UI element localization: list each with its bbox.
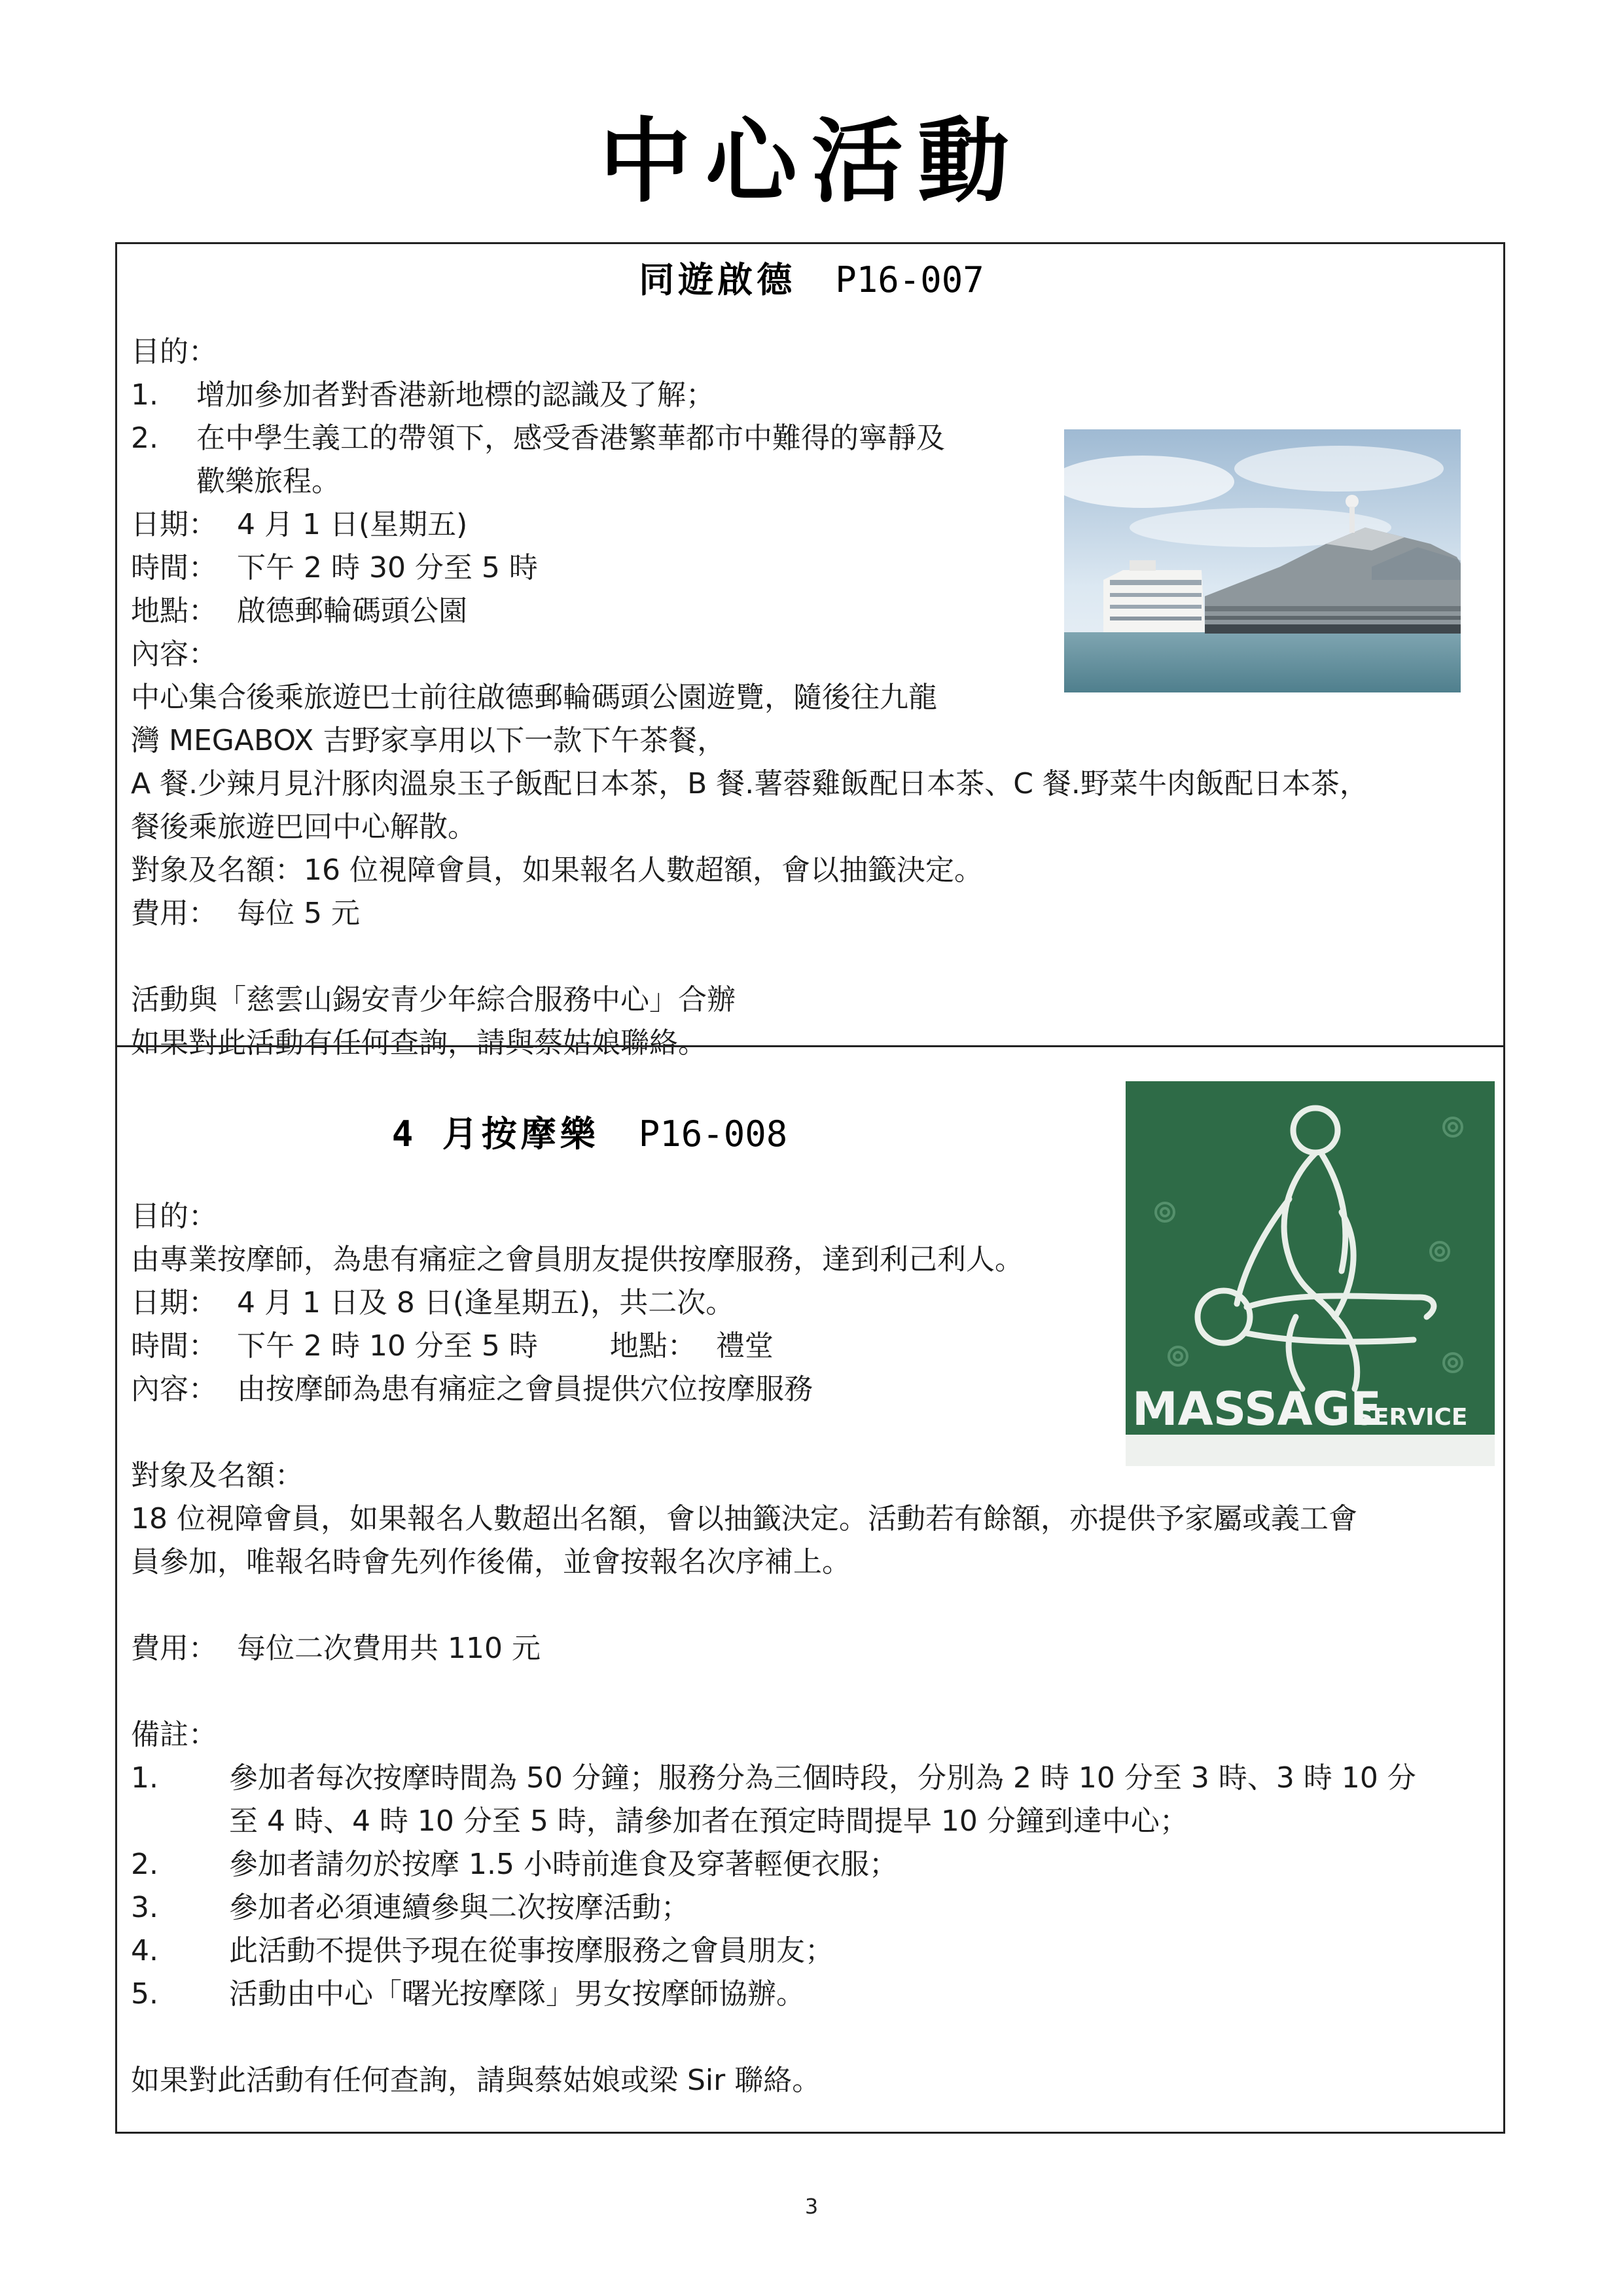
note-4-text: 此活動不提供予現在從事按摩服務之會員朋友； <box>229 1934 834 1967</box>
activity-2-purpose-label: 目的： <box>131 1200 217 1233</box>
massage-image-text: MASSAGE <box>1132 1382 1382 1436</box>
purpose-2-text: 在中學生義工的帶領下，感受香港繁華都市中難得的寧靜及 <box>196 422 945 455</box>
activity-1-date-row <box>131 503 467 547</box>
fee-label: 費用： <box>131 897 217 930</box>
service-image-text: SERVICE <box>1356 1404 1468 1431</box>
activity-2-heading <box>115 1106 1064 1157</box>
activity-1-cohost: 活動與「慈雲山錫安青少年綜合服務中心」合辦 <box>131 983 736 1016</box>
activity-2-content-row <box>131 1368 813 1411</box>
venue-label: 地點： <box>131 594 217 628</box>
fee-label: 費用： <box>131 1632 217 1665</box>
activity-2-target-label: 對象及名額： <box>131 1459 304 1492</box>
activity-2-code: P16-008 <box>638 1113 788 1155</box>
note-4-number: 4. <box>131 1934 158 1967</box>
note-1-continued: 至 4 時、4 時 10 分至 5 時，請參加者在預定時間提早 10 分鐘到達中心； <box>229 1804 1188 1838</box>
date-value: 4 月 1 日(星期五) <box>237 508 468 541</box>
purpose-1-number: 1. <box>131 378 158 412</box>
content-value: 由按摩師為患有痛症之會員提供穴位按摩服務 <box>237 1372 813 1406</box>
content-line-3: A 餐.少辣月見汁豚肉溫泉玉子飯配日本茶，B 餐.薯蓉雞飯配日本茶、C 餐.野菜牛肉飯配日本茶， <box>131 767 1368 800</box>
activity-2-enquiry: 如果對此活動有任何查詢，請與蔡姑娘或梁 Sir 聯絡。 <box>131 2064 821 2097</box>
target-line-1: 18 位視障會員，如果報名人數超出名額，會以抽籤決定。活動若有餘額，亦提供予家屬或義工會 <box>131 1502 1357 1535</box>
activity-1-name: 同遊啟德 <box>639 259 796 300</box>
activity-2-notes-label: 備註： <box>131 1718 217 1751</box>
time-label: 時間： <box>131 1329 217 1363</box>
date-label: 日期： <box>131 1286 217 1319</box>
purpose-2-continued: 歡樂旅程。 <box>196 465 340 498</box>
activity-2-time-row <box>131 1325 774 1368</box>
cruise-terminal-photo <box>1064 429 1461 692</box>
note-2-text: 參加者請勿於按摩 1.5 小時前進食及穿著輕便衣服； <box>229 1848 898 1881</box>
activity-1-fee-row <box>131 892 360 935</box>
content-label: 內容： <box>131 1372 217 1406</box>
fee-value: 每位二次費用共 110 元 <box>237 1632 541 1665</box>
time-label: 時間： <box>131 551 217 584</box>
venue-value: 禮堂 <box>715 1329 774 1363</box>
activity-2-date-row <box>131 1282 734 1325</box>
time-value: 下午 2 時 30 分至 5 時 <box>237 551 538 584</box>
activity-1-heading <box>0 252 1623 302</box>
target-line-2: 員參加，唯報名時會先列作後備，並會按報名次序補上。 <box>131 1545 851 1579</box>
note-2-number: 2. <box>131 1848 158 1881</box>
note-5-text: 活動由中心「曙光按摩隊」男女按摩師協辦。 <box>229 1977 805 2011</box>
page-number: 3 <box>804 2194 819 2219</box>
activity-2-purpose: 由專業按摩師，為患有痛症之會員朋友提供按摩服務，達到利己利人。 <box>131 1243 1024 1276</box>
content-line-4: 餐後乘旅遊巴回中心解散。 <box>131 810 476 844</box>
activity-2-fee-row <box>131 1627 541 1670</box>
time-value: 下午 2 時 10 分至 5 時 <box>237 1329 538 1363</box>
massage-service-image <box>1126 1081 1495 1466</box>
activity-1-venue-row <box>131 590 467 633</box>
content-line-1: 中心集合後乘旅遊巴士前往啟德郵輪碼頭公園遊覽，隨後往九龍 <box>131 681 937 714</box>
activity-1-purpose-label: 目的： <box>131 335 217 368</box>
fee-value: 每位 5 元 <box>237 897 360 930</box>
activity-2-name: 4 月按摩樂 <box>391 1113 599 1155</box>
note-3-number: 3. <box>131 1891 158 1924</box>
activity-1-enquiry: 如果對此活動有任何查詢，請與蔡姑娘聯絡。 <box>131 1026 707 1060</box>
note-5-number: 5. <box>131 1977 158 2011</box>
activity-1-content-label: 內容： <box>131 637 217 671</box>
purpose-1-text: 增加參加者對香港新地標的認識及了解； <box>196 378 715 412</box>
activity-1-target: 對象及名額：16 位視障會員，如果報名人數超額，會以抽籤決定。 <box>131 853 983 887</box>
activity-1-code: P16-007 <box>835 259 984 300</box>
date-label: 日期： <box>131 508 217 541</box>
note-3-text: 參加者必須連續參與二次按摩活動； <box>229 1891 690 1924</box>
venue-value: 啟德郵輪碼頭公園 <box>237 594 467 628</box>
venue-label: 地點： <box>609 1329 696 1363</box>
note-1-number: 1. <box>131 1761 158 1795</box>
purpose-2-number: 2. <box>131 422 158 455</box>
content-line-2: 灣 MEGABOX 吉野家享用以下一款下午茶餐， <box>131 724 726 757</box>
page-title: 中心活動 <box>599 108 1024 215</box>
activity-1-time-row <box>131 547 538 590</box>
note-1-text: 參加者每次按摩時間為 50 分鐘；服務分為三個時段，分別為 2 時 10 分至 3 時、3 時 10 分 <box>229 1761 1416 1795</box>
date-value: 4 月 1 日及 8 日(逢星期五)，共二次。 <box>237 1286 735 1319</box>
